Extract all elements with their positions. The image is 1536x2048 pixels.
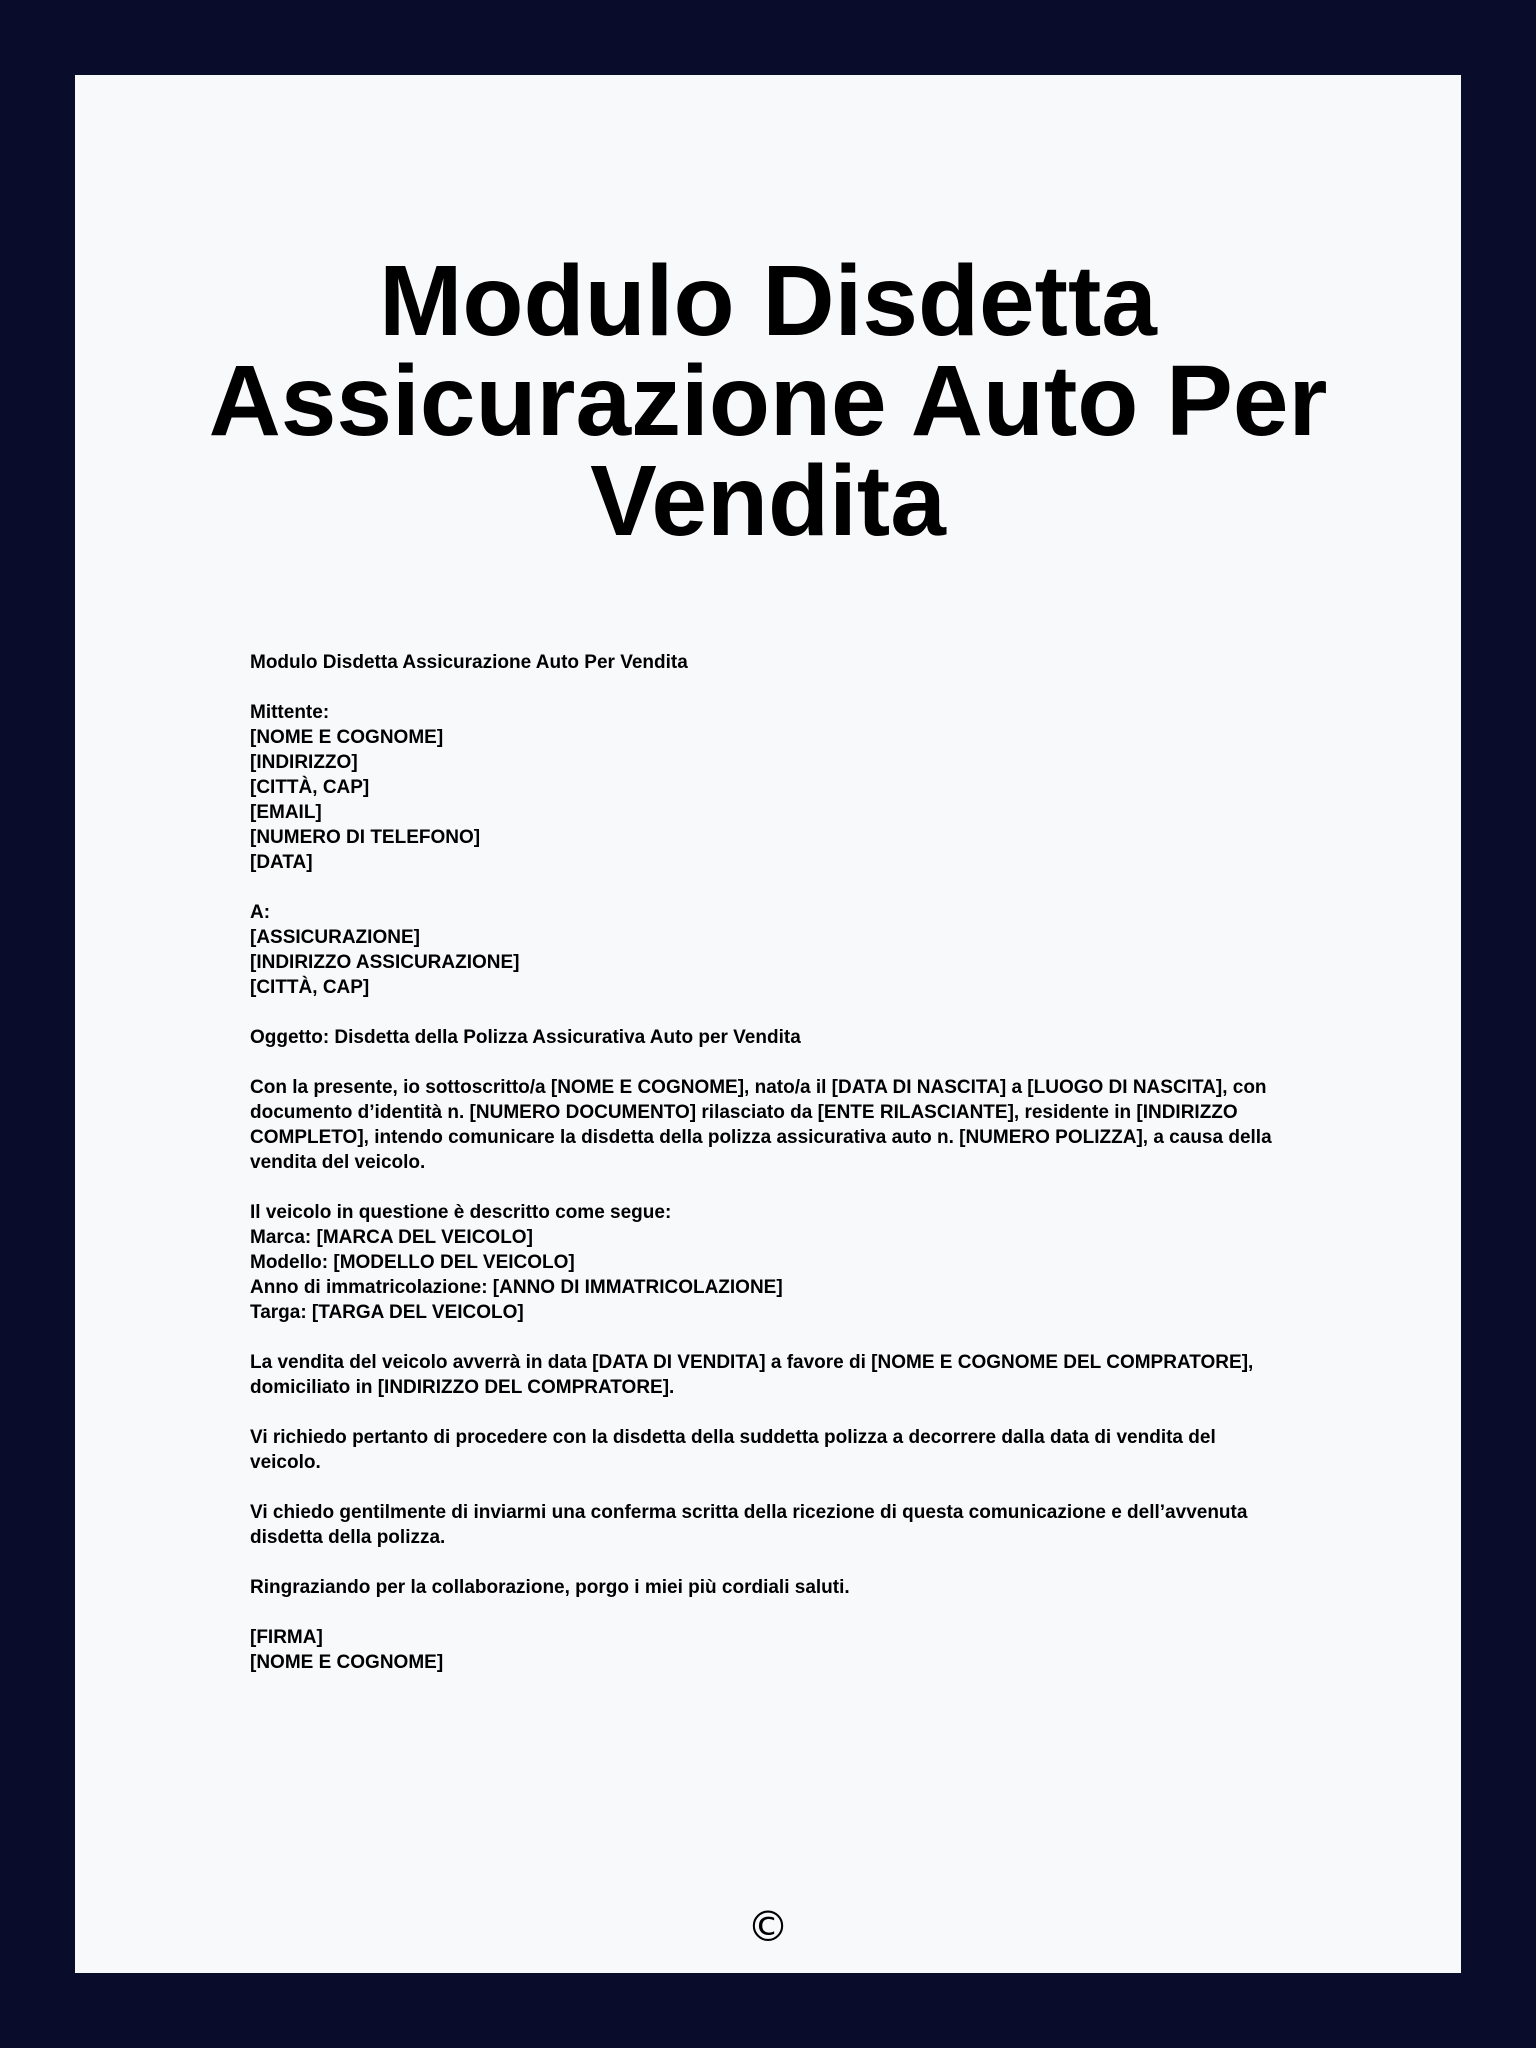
- sender-date: [DATA]: [250, 852, 313, 873]
- sender-email: [EMAIL]: [250, 802, 322, 823]
- vehicle-intro: Il veicolo in questione è descritto come segue:: [250, 1202, 672, 1223]
- signature-name: [NOME E COGNOME]: [250, 1652, 444, 1673]
- document-page: [75, 75, 1461, 1973]
- vehicle-block: [250, 1200, 1290, 1325]
- sender-label: Mittente:: [250, 702, 330, 723]
- recipient-block: [250, 900, 1290, 1000]
- signature: [FIRMA]: [250, 1627, 323, 1648]
- vehicle-registration-year: Anno di immatricolazione: [ANNO DI IMMATRICOLAZIONE]: [250, 1277, 783, 1298]
- recipient-city: [CITTÀ, CAP]: [250, 977, 370, 998]
- copyright-icon: ©: [747, 1902, 789, 1951]
- recipient-address: [INDIRIZZO ASSICURAZIONE]: [250, 952, 520, 973]
- vehicle-model: Modello: [MODELLO DEL VEICOLO]: [250, 1252, 575, 1273]
- signature-block: [250, 1625, 1290, 1675]
- sender-city: [CITTÀ, CAP]: [250, 777, 370, 798]
- sender-name: [NOME E COGNOME]: [250, 727, 444, 748]
- letter-body: [250, 650, 1290, 1700]
- sender-phone: [NUMERO DI TELEFONO]: [250, 827, 481, 848]
- vehicle-plate: Targa: [TARGA DEL VEICOLO]: [250, 1302, 524, 1323]
- recipient-label: A:: [250, 902, 271, 923]
- sale-paragraph: La vendita del veicolo avverrà in data [DATA DI VENDITA] a favore di [NOME E COGNOME DEL COMPRATORE], domiciliato in [INDIRIZZO DEL COMPRATORE].: [250, 1352, 1254, 1398]
- closing-line: Ringraziando per la collaborazione, porgo i miei più cordiali saluti.: [250, 1577, 850, 1598]
- vehicle-make: Marca: [MARCA DEL VEICOLO]: [250, 1227, 533, 1248]
- request-paragraph: Vi richiedo pertanto di procedere con la disdetta della suddetta polizza a decorrere dalla data di vendita del veicolo.: [250, 1427, 1216, 1473]
- title-line-2: Assicurazione Auto Per: [208, 345, 1328, 457]
- subject-line: Oggetto: Disdetta della Polizza Assicurativa Auto per Vendita: [250, 1027, 801, 1048]
- title-line-1: Modulo Disdetta: [379, 245, 1157, 357]
- confirmation-paragraph: Vi chiedo gentilmente di inviarmi una conferma scritta della ricezione di questa comunicazione e dell’avvenuta disdetta della polizza.: [250, 1502, 1248, 1548]
- title-line-3: Vendita: [590, 445, 946, 557]
- sender-block: [250, 700, 1290, 875]
- intro-paragraph: Con la presente, io sottoscritto/a [NOME E COGNOME], nato/a il [DATA DI NASCITA] a [LUOGO DI NASCITA], con documento d’identità n. [NUMERO DOCUMENTO] rilasciato da [ENTE RILASCIANTE], residente in [INDIRIZZO COMPLETO], intendo comunicare la disdetta della polizza assicurativa auto n. [NUMERO POLIZZA], a causa della vendita del veicolo.: [250, 1077, 1272, 1173]
- document-title: [75, 245, 1461, 557]
- sender-address: [INDIRIZZO]: [250, 752, 358, 773]
- recipient-company: [ASSICURAZIONE]: [250, 927, 420, 948]
- letter-heading: Modulo Disdetta Assicurazione Auto Per Vendita: [250, 652, 688, 673]
